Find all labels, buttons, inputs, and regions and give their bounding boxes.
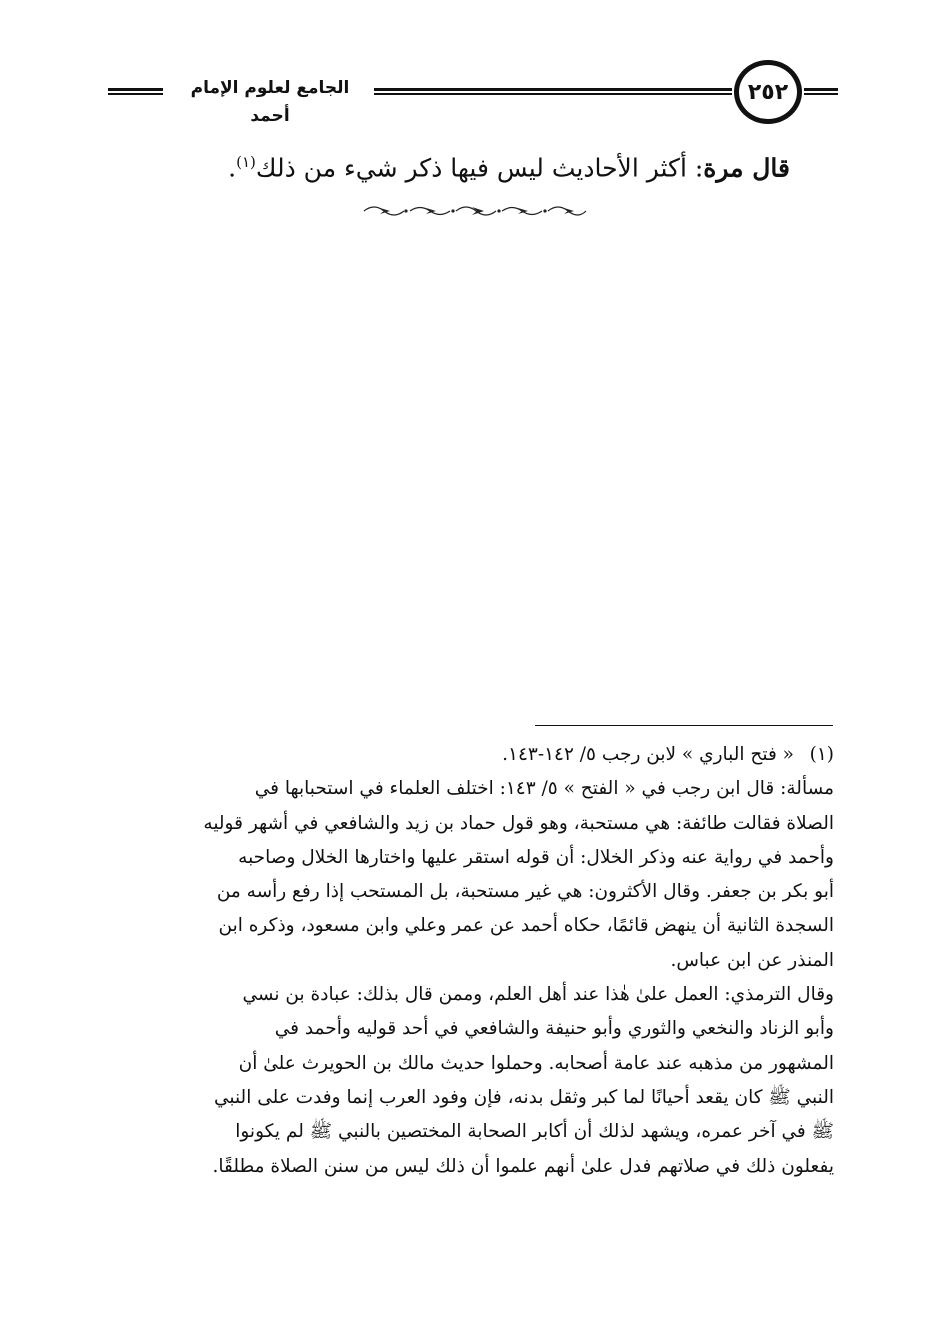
main-text-body: : أكثر الأحاديث ليس فيها ذكر شيء من ذلك	[255, 153, 704, 183]
footnote-line: وقال الترمذي: العمل علىٰ هٰذا عند أهل العلم، وممن قال بذلك: عبادة بن نسي	[242, 984, 834, 1006]
main-text-line	[150, 140, 790, 190]
running-title: الجامع لعلوم الإمام أحمد	[190, 78, 350, 126]
footnote-line: وأحمد في رواية عنه وذكر الخلال: أن قوله استقر عليها واختارها الخلال وصاحبه	[238, 846, 834, 868]
footnote-line: وأبو الزناد والنخعي والثوري وأبو حنيفة والشافعي في أحد قوليه وأحمد في	[274, 1018, 834, 1040]
header-rule-left	[108, 88, 163, 95]
footnotes-block	[108, 738, 834, 1184]
header-rule-right	[804, 88, 838, 95]
footnote-line	[108, 738, 834, 772]
page-header	[108, 62, 838, 132]
footnote-line: المنذر عن ابن عباس.	[670, 949, 834, 971]
footnote-separator	[535, 725, 833, 726]
section-divider-ornament	[360, 200, 590, 222]
footnote-line: مسألة: قال ابن رجب في « الفتح » ٥/ ١٤٣: اختلف العلماء في استحبابها في	[254, 778, 834, 800]
footnote-line: السجدة الثانية أن ينهض قائمًا، حكاه أحمد عن عمر وعلي وابن مسعود، وذكره ابن	[218, 915, 834, 937]
footnote-marker: (١)	[809, 744, 834, 765]
footnote-line: ﷺ في آخر عمره، ويشهد لذلك أن أكابر الصحابة المختصين بالنبي ﷺ لم يكونوا	[235, 1121, 834, 1143]
footnote-line: أبو بكر بن جعفر. وقال الأكثرون: هي غير مستحبة، بل المستحب إذا رفع رأسه من	[216, 881, 834, 903]
footnote-line: المشهور من مذهبه عند عامة أصحابه. وحملوا حديث مالك بن الحويرث علىٰ أن	[238, 1052, 834, 1074]
main-text-end: .	[228, 153, 237, 183]
page-number: ٢٥٢	[734, 60, 802, 124]
footnote-line: يفعلون ذلك في صلاتهم فدل علىٰ أنهم علموا أن ذلك ليس من سنن الصلاة مطلقًا.	[212, 1155, 834, 1177]
footnote-text: « فتح الباري » لابن رجب ٥/ ١٤٢-١٤٣.	[502, 744, 794, 765]
main-text-lead: قال مرة	[703, 153, 790, 183]
footnote-line: الصلاة فقالت طائفة: هي مستحبة، وهو قول حماد بن زيد والشافعي في أشهر قوليه	[203, 812, 834, 834]
header-rule-middle	[374, 88, 732, 95]
footnote-reference: (١)	[236, 153, 256, 171]
footnote-line: النبي ﷺ كان يقعد أحيانًا لما كبر وثقل بدنه، فإن وفود العرب إنما وفدت على النبي	[213, 1086, 834, 1108]
